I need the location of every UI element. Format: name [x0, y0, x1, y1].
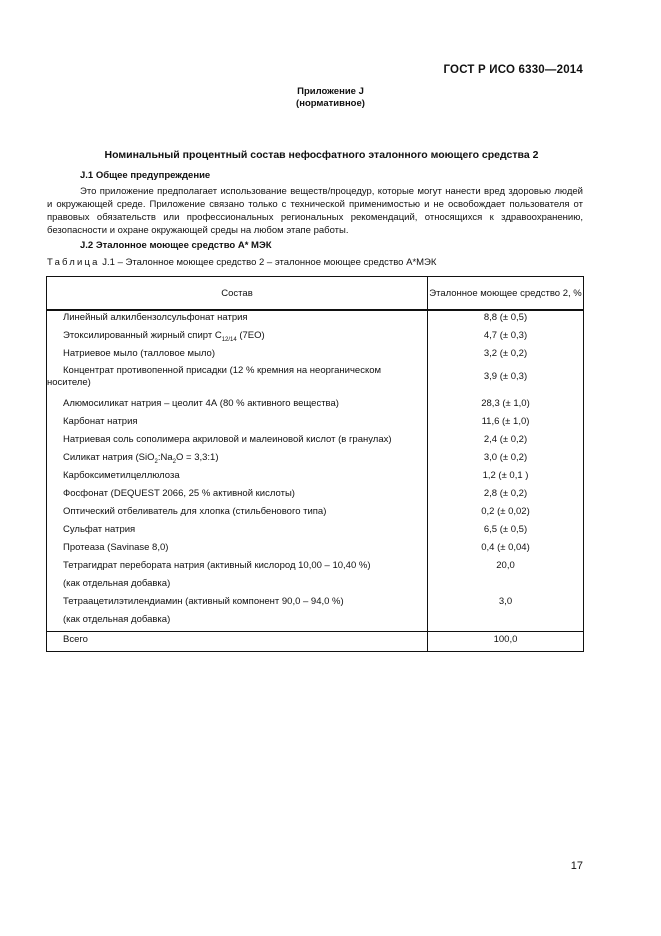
component-value: 3,0 (± 0,2) [428, 451, 584, 469]
component-name: Карбонат натрия [47, 415, 428, 433]
component-value: 11,6 (± 1,0) [428, 415, 584, 433]
table-row [47, 451, 584, 469]
component-value: 8,8 (± 0,5) [428, 310, 584, 329]
table-row [47, 397, 584, 415]
table-row [47, 433, 584, 451]
section-1-heading: J.1 Общее предупреждение [80, 170, 211, 181]
annex-heading [0, 86, 661, 110]
component-name: Сульфат натрия [47, 523, 428, 541]
component-name: (как отдельная добавка) [47, 613, 428, 632]
component-value: 2,4 (± 0,2) [428, 433, 584, 451]
component-value: 3,2 (± 0,2) [428, 347, 584, 365]
component-value: 28,3 (± 1,0) [428, 397, 584, 415]
table-caption [47, 257, 436, 268]
component-name: Тетрагидрат перебората натрия (активный кислород 10,00 – 10,40 %) [47, 559, 428, 577]
table-caption-text: J.1 – Эталонное моющее средство 2 – эталонное моющее средство A*МЭК [102, 257, 437, 268]
component-value: 20,0 [428, 559, 584, 577]
table-row [47, 523, 584, 541]
component-name: Тетраацетилэтилендиамин (активный компонент 90,0 – 94,0 %) [47, 595, 428, 613]
component-name: Натриевое мыло (талловое мыло) [47, 347, 428, 365]
table-row [47, 347, 584, 365]
section-2-heading: J.2 Эталонное моющее средство A* МЭК [80, 240, 272, 251]
component-name: Силикат натрия ($SiO_2:Na_2O$ = 3,3:1) [47, 451, 428, 469]
component-name: Линейный алкилбензолсульфонат натрия [47, 310, 428, 329]
component-value [428, 577, 584, 595]
component-value [428, 613, 584, 632]
table-header-row [47, 277, 584, 311]
table-row [47, 310, 584, 329]
table-row [47, 577, 584, 595]
component-name: Фосфонат (DEQUEST 2066, 25 % активной кислоты) [47, 487, 428, 505]
component-name: Оптический отбеливатель для хлопка (стильбенового типа) [47, 505, 428, 523]
component-value: 4,7 (± 0,3) [428, 329, 584, 347]
component-name: Натриевая соль сополимера акриловой и малеиновой кислот (в гранулах) [47, 433, 428, 451]
component-value: 6,5 (± 0,5) [428, 523, 584, 541]
header-percent: Эталонное моющее средство 2, % [428, 277, 584, 311]
section-1-text: Это приложение предполагает использование веществ/процедур, которые могут нанести вред здоровью людей и окружающей среде. Приложение связано только с технической применимостью и не освобождает пользователя от правовых обязательств или профессиональных региональных рекомендаций, относящихся к здравоохранению, безопасности и охране окружающей среды на любом этапе работы. [47, 186, 583, 236]
annex-title: Приложение J [297, 86, 364, 97]
standard-number: ГОСТ Р ИСО 6330—2014 [443, 64, 583, 76]
component-value: 2,8 (± 0,2) [428, 487, 584, 505]
component-value: 3,0 [428, 595, 584, 613]
component-name: Протеаза (Savinase 8,0) [47, 541, 428, 559]
component-name: Карбоксиметилцеллюлоза [47, 469, 428, 487]
table-row [47, 415, 584, 433]
annex-status: (нормативное) [296, 98, 365, 109]
header-composition: Состав [47, 277, 428, 311]
table-caption-label: Таблица [47, 257, 100, 268]
component-value: 1,2 (± 0,1 ) [428, 469, 584, 487]
table-total-row [47, 632, 584, 652]
table-row [47, 365, 584, 397]
component-name: (как отдельная добавка) [47, 577, 428, 595]
component-value: 3,9 (± 0,3) [428, 365, 584, 397]
component-value: 0,2 (± 0,02) [428, 505, 584, 523]
table-row [47, 559, 584, 577]
table-row [47, 487, 584, 505]
composition-table [46, 276, 584, 652]
component-name: Этоксилированный жирный спирт $C_{12/14}$ (7EO) [47, 329, 428, 347]
page-number: 17 [570, 860, 583, 872]
table-row [47, 469, 584, 487]
table-row [47, 595, 584, 613]
table-row [47, 613, 584, 632]
component-name: Концентрат противопенной присадки (12 % кремния на неорганическом носителе) [47, 365, 428, 397]
total-value: 100,0 [428, 632, 584, 652]
total-label: Всего [47, 632, 428, 652]
component-name: Алюмосиликат натрия – цеолит 4А (80 % активного вещества) [47, 397, 428, 415]
main-title: Номинальный процентный состав нефосфатного эталонного моющего средства 2 [104, 149, 539, 161]
table-row [47, 505, 584, 523]
table-row [47, 329, 584, 347]
component-value: 0,4 (± 0,04) [428, 541, 584, 559]
table-row [47, 541, 584, 559]
